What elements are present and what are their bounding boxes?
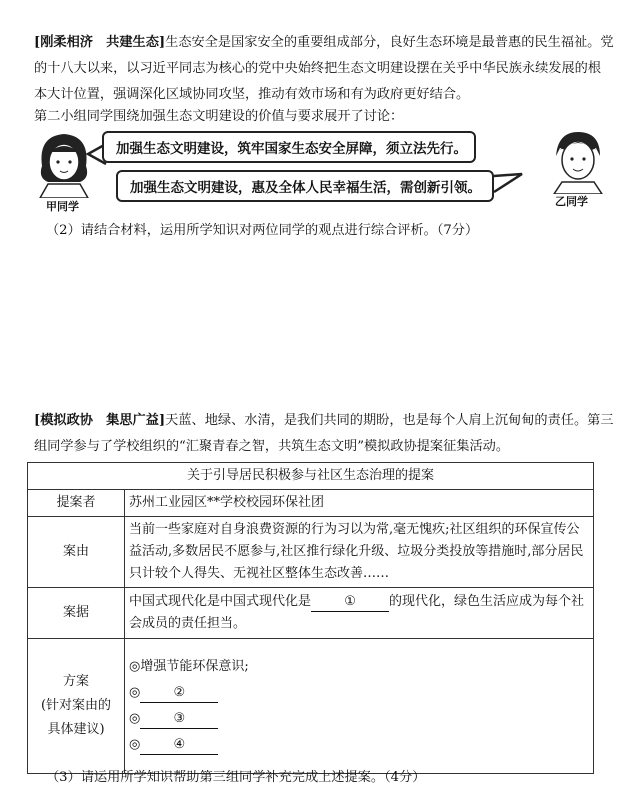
blank-3: ③ <box>140 710 218 729</box>
plan-item-2 <box>129 680 589 706</box>
blank-4: ④ <box>140 736 218 755</box>
section1-tag: [刚柔相济 共建生态] <box>34 35 166 50</box>
reason-label: 案由 <box>28 517 125 588</box>
student-a-label: 甲同学 <box>46 200 79 213</box>
basis-text-before: 中国式现代化是中国式现代化是 <box>129 594 312 609</box>
student-b-illustration <box>548 126 606 194</box>
proposal-table <box>27 462 594 774</box>
question-2: （2）请结合材料，运用所学知识对两位同学的观点进行综合评析。（7分） <box>46 223 479 238</box>
bullet: ◎ <box>129 685 141 700</box>
section2-tag: [模拟政协 集思广益] <box>34 413 166 428</box>
table-row <box>28 639 594 774</box>
plan-item-4 <box>129 732 589 758</box>
section1-paragraph <box>34 30 614 108</box>
reason-value: 当前一些家庭对自身浪费资源的行为习以为常,毫无愧疚;社区组织的环保宣传公益活动,多数居民不愿参与,社区推行绿化升级、垃圾分类投放等措施时,部分居民只计较个人得失、无视社区整体生态改善…… <box>125 517 594 588</box>
section1-text: 生态安全是国家安全的重要组成部分，良好生态环境是最普惠的民生福祉。党的十八大以来，以习近平同志为核心的党中央始终把生态文明建设摆在关乎中华民族永续发展的根本大计位置，强调深化区域协同攻坚，推动有效市场和有为政府更好结合。 <box>34 35 614 102</box>
speech-bubble-b-text: 加强生态文明建设，惠及全体人民幸福生活，需创新引领。 <box>130 180 481 196</box>
speech-bubble-b <box>116 170 494 202</box>
bubble2-tail <box>488 170 528 200</box>
speech-bubble-a <box>102 131 476 163</box>
blank-1: ① <box>311 593 389 612</box>
table-title: 关于引导居民积极参与社区生态治理的提案 <box>28 463 594 490</box>
blank-2: ② <box>140 684 218 703</box>
question-3: （3）请运用所学知识帮助第三组同学补充完成上述提案。（4分） <box>46 770 426 785</box>
proposer-label: 提案者 <box>28 490 125 517</box>
table-row <box>28 463 594 490</box>
plan-item-3 <box>129 706 589 732</box>
plan-label: 方案 (针对案由的 具体建议) <box>28 639 125 774</box>
section2-paragraph <box>34 408 614 460</box>
table-row <box>28 517 594 588</box>
table-row <box>28 490 594 517</box>
table-row <box>28 588 594 639</box>
proposer-value: 苏州工业园区**学校校园环保社团 <box>125 490 594 517</box>
basis-value <box>125 588 594 639</box>
student-b-label: 乙同学 <box>555 195 588 208</box>
bullet: ◎ <box>129 711 141 726</box>
speech-bubble-a-text: 加强生态文明建设，筑牢国家生态安全屏障，须立法先行。 <box>116 141 467 157</box>
section1-intro: 第二小组同学围绕加强生态文明建设的价值与要求展开了讨论： <box>34 109 404 124</box>
plan-value <box>125 639 594 774</box>
basis-text-after: 的现代化，绿色生活应成为每个社会成员的责任担当。 <box>129 594 585 631</box>
section2-text: 天蓝、地绿、水清，是我们共同的期盼，也是每个人肩上沉甸甸的责任。第三组同学参与了学校组织的“汇聚青春之智，共筑生态文明”模拟政协提案征集活动。 <box>34 413 614 454</box>
basis-label: 案据 <box>28 588 125 639</box>
bullet: ◎ <box>129 737 141 752</box>
plan-item-1: ◎增强节能环保意识; <box>129 659 249 674</box>
